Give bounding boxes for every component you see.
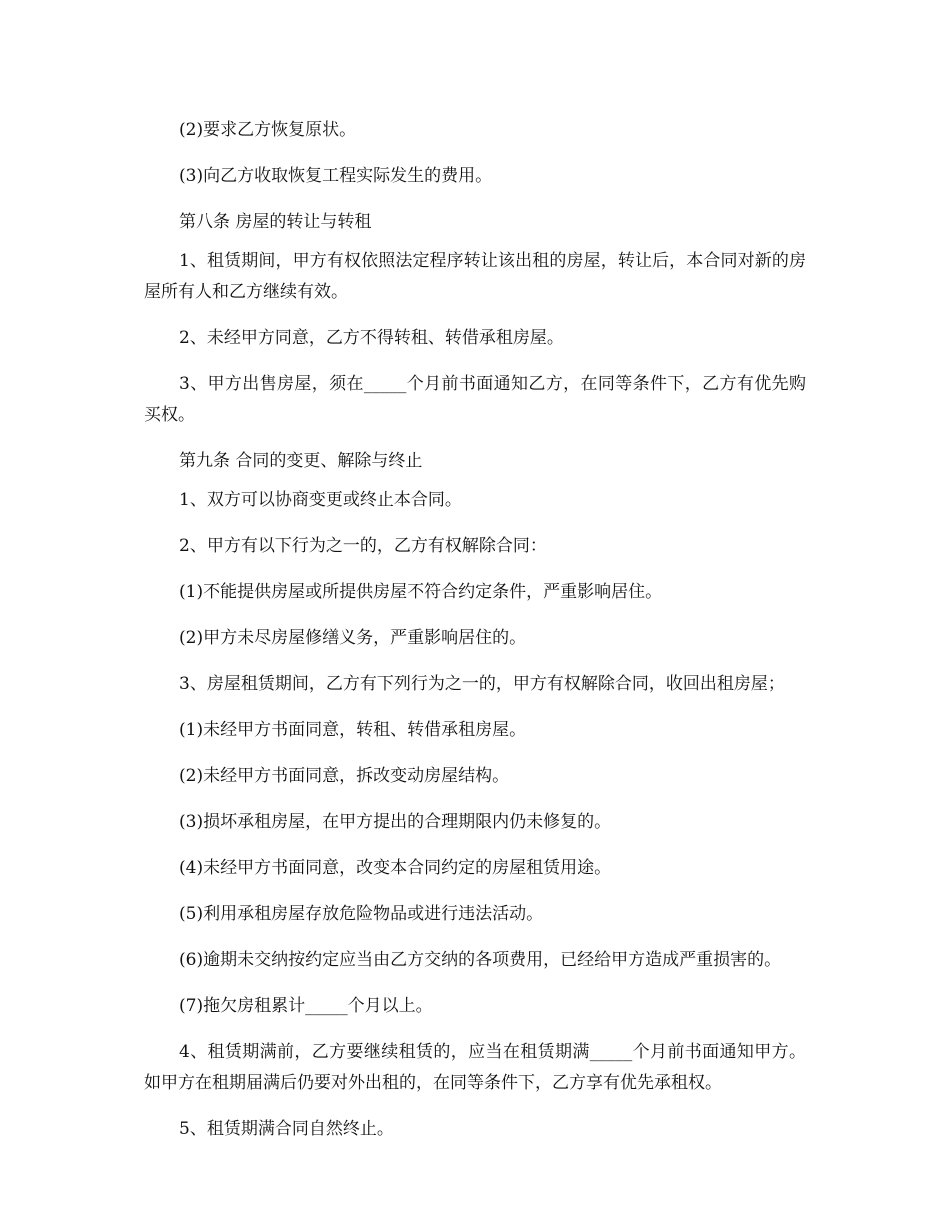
document-body	[144, 115, 806, 1160]
paragraph-tenant-breach-4: (4)未经甲方书面同意，改变本合同约定的房屋租赁用途。	[179, 858, 612, 878]
paragraph-tenant-breach-1: (1)未经甲方书面同意，转租、转借承租房屋。	[179, 720, 527, 740]
paragraph-landlord-breach-2: (2)甲方未尽房屋修缮义务，严重影响居住的。	[179, 628, 527, 648]
paragraph-termination-4: 4、租赁期满前，乙方要继续租赁的，应当在租赁期满_____个月前书面通知甲方。如甲方在租期届满后仍要对外出租的，在同等条件下，乙方享有优先承租权。	[144, 1042, 806, 1093]
paragraph-tenant-breach-6: (6)逾期未交纳按约定应当由乙方交纳的各项费用，已经给甲方造成严重损害的。	[179, 950, 782, 970]
paragraph-transfer-3: 3、甲方出售房屋，须在_____个月前书面通知乙方，在同等条件下，乙方有优先购买权。	[144, 374, 806, 425]
paragraph-termination-3: 3、房屋租赁期间，乙方有下列行为之一的，甲方有权解除合同，收回出租房屋；	[179, 674, 785, 694]
article-heading-9: 第九条 合同的变更、解除与终止	[179, 451, 423, 471]
paragraph-termination-2: 2、甲方有以下行为之一的，乙方有权解除合同：	[179, 536, 547, 556]
paragraph-tenant-breach-2: (2)未经甲方书面同意，拆改变动房屋结构。	[179, 766, 510, 786]
paragraph-termination-5: 5、租赁期满合同自然终止。	[179, 1119, 394, 1139]
paragraph-tenant-breach-5: (5)利用承租房屋存放危险物品或进行违法活动。	[179, 904, 544, 924]
paragraph-termination-1: 1、双方可以协商变更或终止本合同。	[179, 490, 462, 510]
article-heading-8: 第八条 房屋的转让与转租	[179, 212, 372, 232]
paragraph-item-3: (3)向乙方收取恢复工程实际发生的费用。	[179, 166, 493, 186]
paragraph-transfer-2: 2、未经甲方同意，乙方不得转租、转借承租房屋。	[179, 328, 564, 348]
paragraph-tenant-breach-3: (3)损坏承租房屋，在甲方提出的合理期限内仍未修复的。	[179, 812, 612, 832]
paragraph-tenant-breach-7: (7)拖欠房租累计_____个月以上。	[179, 996, 433, 1016]
paragraph-landlord-breach-1: (1)不能提供房屋或所提供房屋不符合约定条件，严重影响居住。	[179, 582, 663, 602]
paragraph-item-2: (2)要求乙方恢复原状。	[179, 120, 357, 140]
paragraph-transfer-1: 1、租赁期间，甲方有权依照法定程序转让该出租的房屋，转让后，本合同对新的房屋所有人和乙方继续有效。	[144, 251, 806, 302]
